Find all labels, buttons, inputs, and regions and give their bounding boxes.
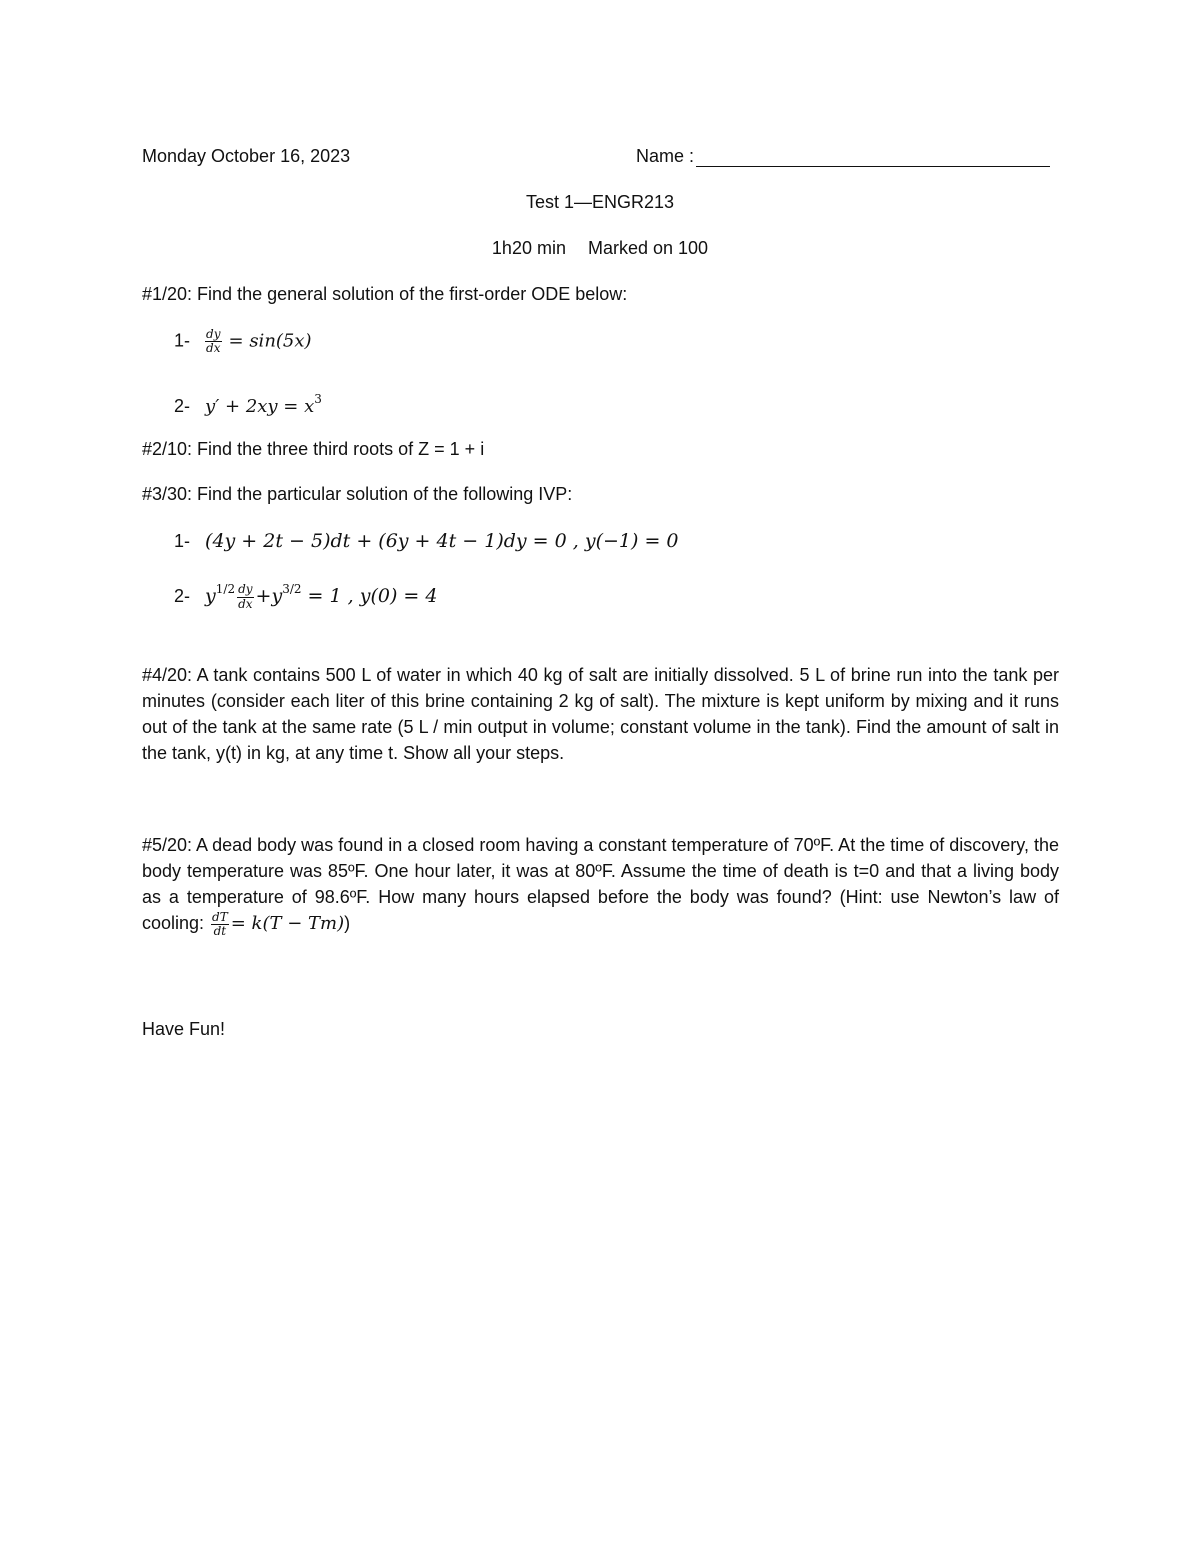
question-1-prompt: #1/20: Find the general solution of the first-order ODE below:	[142, 284, 628, 304]
question-3-prompt: #3/30: Find the particular solution of the following IVP:	[142, 484, 573, 504]
question-1-item-2	[174, 392, 322, 417]
name-field[interactable]	[636, 146, 1050, 167]
question-3-item-1	[174, 530, 679, 552]
exam-date: Monday October 16, 2023	[142, 146, 351, 166]
name-underline[interactable]	[696, 146, 1050, 167]
item-number: 2-	[174, 396, 191, 416]
exam-meta	[0, 238, 1200, 259]
exam-marks: Marked on 100	[587, 238, 709, 258]
item-number: 1-	[174, 330, 191, 351]
equation-rhs: = sin(5x)	[228, 330, 312, 352]
cooling-equation: = k(T − Tm)	[230, 913, 345, 934]
item-number: 1-	[174, 531, 191, 551]
exam-duration: 1h20 min	[491, 238, 566, 258]
question-5-text: #5/20: A dead body was found in a closed room having a constant temperature of 70ºF. At the time of discovery, the body temperature was 85ºF. One hour later, it was at 80ºF. Assume the time of death is t=0 and that a living body as a temperature of 98.6ºF. How many hours elapsed before the body was found? (Hint: use Newton’s law of cooling: $\frac{dT}{dt}$ = k(T − Tm))	[142, 835, 1059, 938]
equation: (4y + 2t − 5)dt + (6y + 4t − 1)dy = 0 , y(−1) = 0	[205, 530, 679, 552]
equation: $y^{1/2}$ $\frac{dy}{dx}$ $+y^{3/2} = 1$ , y(0) = 4	[205, 582, 438, 611]
cooling-fraction: $\frac{dT}{dt}$	[212, 909, 228, 938]
question-3-item-2	[174, 582, 437, 611]
exam-title: Test 1—ENGR213	[525, 192, 675, 212]
question-1-item-1	[174, 328, 312, 355]
item-number: 2-	[174, 586, 191, 606]
question-4-text: #4/20: A tank contains 500 L of water in which 40 kg of salt are initially dissolved. 5 L of brine run into the tank per minutes (consider each liter of this brine containing 2 kg of salt). The mixture is kept uniform by mixing and it runs out of the tank at the same rate (5 L / min output in volume; constant volume in the tank). Find the amount of salt in the tank, y(t) in kg, at any time t. Show all your steps.	[142, 665, 1059, 763]
closing-text: Have Fun!	[142, 1019, 226, 1039]
equation: $y' + 2xy = x^3$	[205, 392, 322, 417]
derivative-fraction: $\frac{dy}{dx}$	[206, 327, 221, 356]
question-2-prompt: #2/10: Find the three third roots of Z = 1 + i	[142, 439, 485, 459]
name-label: Name :	[636, 146, 695, 166]
